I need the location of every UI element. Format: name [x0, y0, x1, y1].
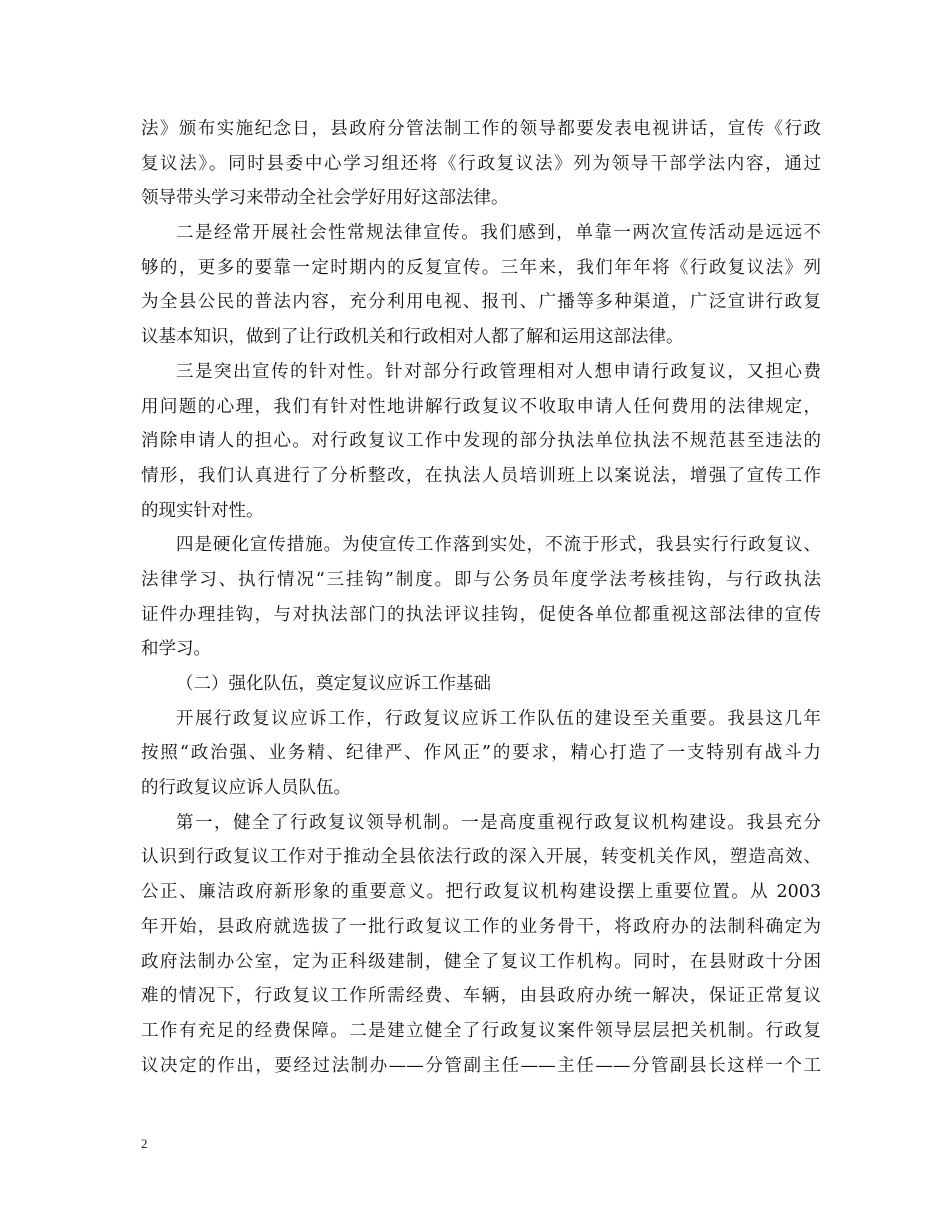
text-line: 难的情况下，行政复议工作所需经费、车辆，由县政府办统一解决，保证正常复议: [141, 986, 821, 1007]
text-line: 领导带头学习来带动全社会学好用好这部法律。: [141, 188, 509, 209]
text-line: 三是突出宣传的针对性。针对部分行政管理相对人想申请行政复议，又担心费: [176, 361, 821, 382]
text-line: 的行政复议应诉人员队伍。: [141, 778, 351, 799]
text-line: 工作有充足的经费保障。二是建立健全了行政复议案件领导层层把关机制。行政复: [141, 1020, 821, 1041]
text-line: 情形，我们认真进行了分析整改，在执法人员培训班上以案说法，增强了宣传工作: [141, 465, 821, 486]
text-line: 第一，健全了行政复议领导机制。一是高度重视行政复议机构建设。我县充分: [176, 812, 821, 833]
text-line: 议决定的作出，要经过法制办——分管副主任——主任——分管副县长这样一个工: [141, 1055, 821, 1076]
text-line: 法》颁布实施纪念日，县政府分管法制工作的领导都要发表电视讲话，宣传《行政: [141, 119, 821, 139]
page-number: 2: [141, 1136, 148, 1151]
text-line: 认识到行政复议工作对于推动全县依法行政的深入开展，转变机关作风，塑造高效、: [141, 847, 821, 868]
text-line: 政府法制办公室，定为正科级建制，健全了复议工作机构。同时，在县财政十分困: [141, 951, 821, 972]
text-line: 二是经常开展社会性常规法律宣传。我们感到，单靠一两次宣传活动是远远不: [176, 223, 821, 244]
text-line: 法律学习、执行情况“三挂钩”制度。即与公务员年度学法考核挂钩，与行政执法: [141, 569, 821, 590]
text-line: 按照“政治强、业务精、纪律严、作风正”的要求，精心打造了一支特别有战斗力: [141, 743, 821, 764]
text-line: 用问题的心理，我们有针对性地讲解行政复议不收取申请人任何费用的法律规定，: [141, 396, 821, 417]
text-line: 为全县公民的普法内容，充分利用电视、报刊、广播等多种渠道，广泛宣讲行政复: [141, 292, 821, 313]
text-line: 和学习。: [141, 639, 211, 660]
text-line: 开展行政复议应诉工作，行政复议应诉工作队伍的建设至关重要。我县这几年: [176, 708, 821, 729]
text-line: 议基本知识，做到了让行政机关和行政相对人都了解和运用这部法律。: [141, 327, 684, 348]
text-line: 四是硬化宣传措施。为使宣传工作落到实处，不流于形式，我县实行行政复议、: [176, 535, 821, 556]
section-heading: （二）强化队伍，奠定复议应诉工作基础: [176, 674, 491, 694]
text-line: 够的，更多的要靠一定时期内的反复宣传。三年来，我们年年将《行政复议法》列: [141, 257, 821, 278]
text-line: 复议法》。同时县委中心学习组还将《行政复议法》列为领导干部学法内容，通过: [141, 153, 821, 174]
text-line: 的现实针对性。: [141, 500, 264, 521]
text-line: 公正、廉洁政府新形象的重要意义。把行政复议机构建设摆上重要位置。从 2003: [141, 882, 821, 903]
text-line: 证件办理挂钩，与对执法部门的执法评议挂钩，促使各单位都重视这部法律的宣传: [141, 604, 821, 625]
document-body: [141, 112, 821, 1083]
text-line: 消除申请人的担心。对行政复议工作中发现的部分执法单位执法不规范甚至违法的: [141, 431, 821, 452]
text-line: 年开始，县政府就选拔了一批行政复议工作的业务骨干，将政府办的法制科确定为: [141, 916, 821, 937]
